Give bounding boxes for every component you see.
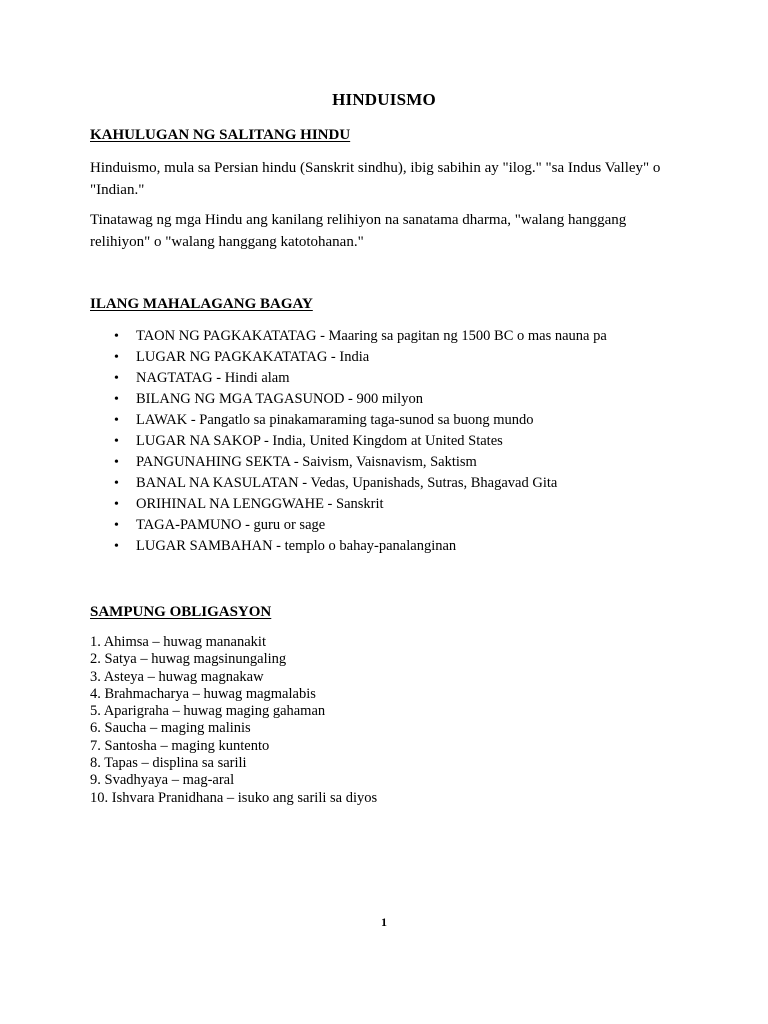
bullet-icon: • (114, 455, 119, 470)
document-title: HINDUISMO (332, 90, 436, 109)
list-item: 9. Svadhyaya – mag-aral (90, 772, 235, 789)
list-item-text: PANGUNAHING SEKTA - Saivism, Vaisnavism, Saktism (136, 454, 477, 470)
list-item (90, 536, 607, 557)
list-item: 7. Santosha – maging kuntento (90, 737, 270, 754)
list-item (90, 473, 607, 494)
list-item (90, 410, 607, 431)
bullet-icon: • (114, 350, 119, 365)
list-item (90, 347, 607, 368)
list-item: 5. Aparigraha – huwag maging gahaman (90, 703, 326, 720)
list-item: 8. Tapas – displina sa sarili (90, 755, 247, 772)
obligations-list (90, 634, 377, 807)
list-item (90, 494, 607, 515)
bullet-icon: • (114, 329, 119, 344)
bullet-icon: • (114, 413, 119, 428)
bullet-icon: • (114, 476, 119, 491)
list-item (90, 389, 607, 410)
list-item-text: BILANG NG MGA TAGASUNOD - 900 milyon (136, 391, 423, 407)
list-item: 1. Ahimsa – huwag mananakit (90, 634, 266, 650)
list-item-text: LUGAR NG PAGKAKATATAG - India (136, 349, 370, 365)
list-item-text: ORIHINAL NA LENGGWAHE - Sanskrit (136, 496, 384, 512)
section-heading-obligasyon: SAMPUNG OBLIGASYON (90, 604, 272, 620)
list-item (90, 326, 607, 347)
section-heading-kahulugan: KAHULUGAN NG SALITANG HINDU (90, 127, 351, 143)
bullet-icon: • (114, 392, 119, 407)
facts-bullet-list (90, 326, 607, 557)
list-item-text: LUGAR SAMBAHAN - templo o bahay-panalanginan (136, 538, 457, 554)
list-item: 10. Ishvara Pranidhana – isuko ang sarili sa diyos (90, 789, 378, 806)
paragraph-sanatama-dharma: Tinatawag ng mga Hindu ang kanilang relihiyon na sanatama dharma, "walang hanggang relihiyon" o "walang hanggang katotohanan." (90, 212, 627, 250)
list-item (90, 515, 607, 536)
list-item-text: LAWAK - Pangatlo sa pinakamaraming taga-sunod sa buong mundo (136, 412, 534, 428)
page-number: 1 (381, 915, 387, 929)
list-item (90, 452, 607, 473)
list-item (90, 368, 607, 389)
list-item-text: BANAL NA KASULATAN - Vedas, Upanishads, Sutras, Bhagavad Gita (136, 475, 558, 491)
bullet-icon: • (114, 539, 119, 554)
list-item-text: TAON NG PAGKAKATATAG - Maaring sa pagitan ng 1500 BC o mas nauna pa (136, 328, 607, 344)
list-item-text: TAGA-PAMUNO - guru or sage (136, 517, 326, 533)
list-item (90, 431, 607, 452)
bullet-icon: • (114, 371, 119, 386)
section-heading-bagay: ILANG MAHALAGANG BAGAY (90, 296, 313, 312)
bullet-icon: • (114, 497, 119, 512)
list-item: 6. Saucha – maging malinis (90, 720, 251, 737)
list-item: 4. Brahmacharya – huwag magmalabis (90, 685, 316, 702)
paragraph-definition: Hinduismo, mula sa Persian hindu (Sanskrit sindhu), ibig sabihin ay "ilog." "sa Indus Valley" o "Indian." (90, 160, 661, 198)
list-item: 3. Asteya – huwag magnakaw (90, 668, 264, 685)
list-item: 2. Satya – huwag magsinungaling (90, 651, 287, 668)
list-item-text: LUGAR NA SAKOP - India, United Kingdom at United States (136, 433, 503, 449)
bullet-icon: • (114, 434, 119, 449)
list-item-text: NAGTATAG - Hindi alam (136, 370, 290, 386)
bullet-icon: • (114, 518, 119, 533)
